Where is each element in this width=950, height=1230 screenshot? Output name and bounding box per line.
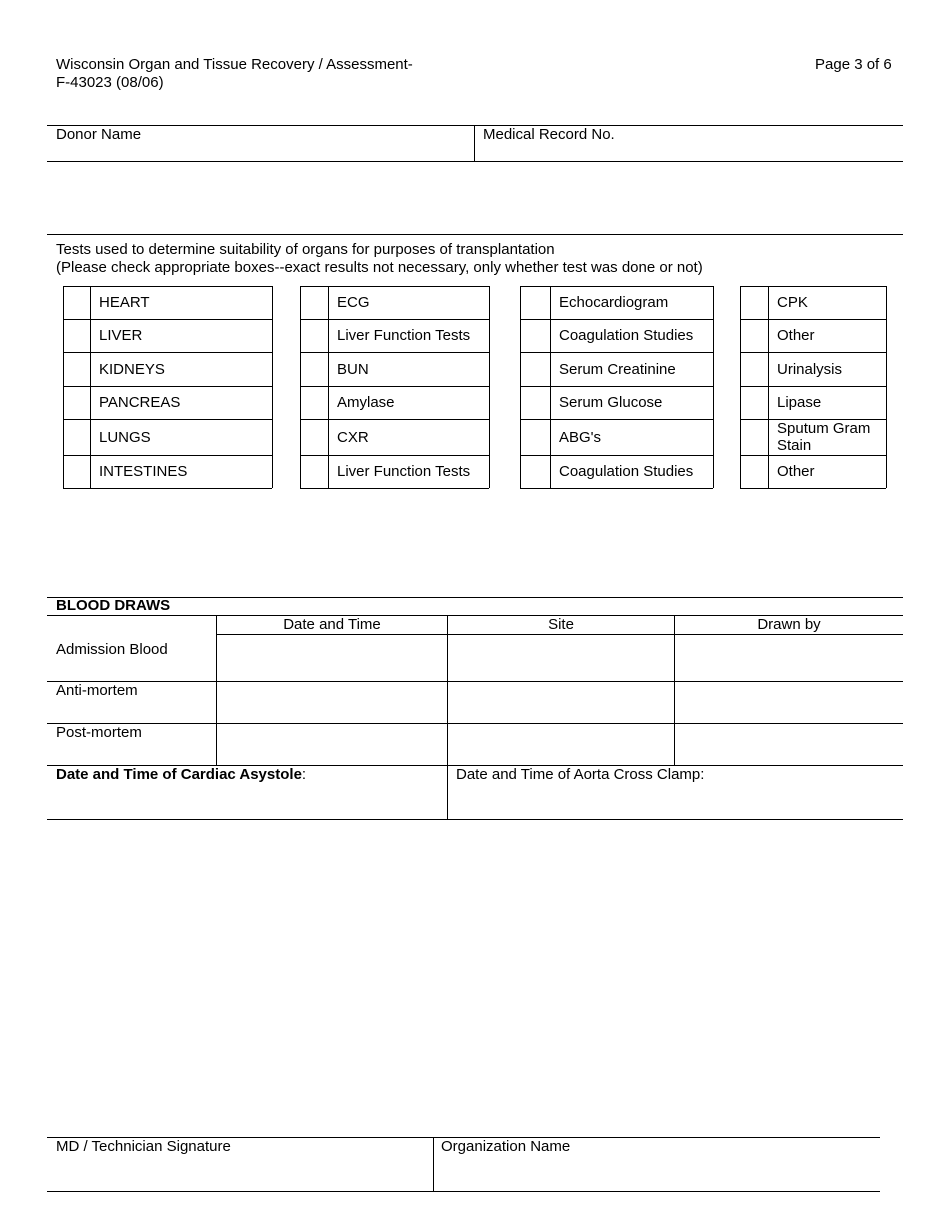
checkbox-test-c-5-other[interactable] (741, 456, 768, 488)
label-cpk-text: CPK (777, 294, 808, 311)
label-bun-text: BUN (337, 360, 369, 378)
label-ecg (337, 286, 486, 319)
admission-site-field[interactable] (448, 635, 673, 680)
row-post-mortem: Post-mortem (56, 724, 142, 741)
label-liver-function-tests (337, 319, 486, 352)
checkbox-test-b-5-coagulation-studies[interactable] (521, 456, 550, 488)
tests-test-a-vline-2 (489, 286, 490, 488)
label-sputum-gram-stain-text: Sputum Gram Stain (777, 420, 871, 454)
checkbox-test-b-4-abg-s[interactable] (521, 420, 550, 455)
tests-section-top (47, 234, 903, 235)
medical-record-field[interactable] (476, 143, 902, 160)
cardiac-asystole-colon: : (301, 766, 307, 783)
col-date-and-time: Date and Time (283, 616, 381, 633)
label-echocardiogram-text: Echocardiogram (559, 294, 669, 311)
checkbox-organ-5-intestines[interactable] (64, 456, 90, 488)
tests-test-a-hline-6 (300, 488, 489, 489)
row-admission-blood: Admission Blood (56, 641, 168, 658)
checkbox-test-a-5-liver-function-tests[interactable] (301, 456, 328, 488)
post-mortem-date-field[interactable] (217, 724, 446, 764)
label-urinalysis-text: Urinalysis (777, 360, 843, 378)
label-liver-function-tests (337, 455, 486, 488)
tests-test-c-vline-2 (886, 286, 887, 488)
label-other-text: Other (777, 327, 815, 344)
checkbox-organ-0-heart[interactable] (64, 287, 90, 319)
footer-box-divider (433, 1137, 434, 1191)
label-bun (337, 352, 486, 386)
label-liver-text: LIVER (99, 327, 143, 344)
label-cpk (777, 286, 883, 319)
label-serum-glucose (559, 386, 710, 419)
tests-test-b-hline-6 (520, 488, 713, 489)
donor-name-field[interactable] (48, 143, 473, 160)
checkbox-test-a-2-bun[interactable] (301, 353, 328, 386)
blood-draws-bottom (47, 819, 903, 820)
label-sputum-gram-stain (777, 419, 883, 455)
tests-intro-line1: Tests used to determine suitability of organs for purposes of transplantation (56, 241, 555, 258)
checkbox-test-a-1-liver-function-tests[interactable] (301, 320, 328, 352)
tests-organ-vline-2 (272, 286, 273, 488)
post-mortem-site-field[interactable] (448, 724, 673, 764)
organization-name-label: Organization Name (441, 1138, 571, 1155)
label-heart (99, 286, 269, 319)
cardiac-asystole-field[interactable] (48, 786, 446, 818)
checkbox-test-c-1-other[interactable] (741, 320, 768, 352)
checkbox-organ-3-pancreas[interactable] (64, 387, 90, 419)
label-intestines (99, 455, 269, 488)
label-abg-s (559, 419, 710, 455)
cardiac-asystole-label (56, 766, 306, 784)
label-serum-glucose-text: Serum Glucose (559, 394, 663, 411)
tests-organ-hline-6 (63, 488, 272, 489)
label-liver-function-tests-text: Liver Function Tests (337, 327, 471, 344)
blood-draws-top (47, 597, 903, 598)
footer-box-bottom (47, 1191, 880, 1192)
form-id: F-43023 (08/06) (56, 74, 164, 91)
donor-box-divider (474, 125, 475, 161)
row-anti-mortem: Anti-mortem (56, 682, 138, 699)
label-other-text: Other (777, 463, 815, 480)
signature-label: MD / Technician Signature (56, 1138, 231, 1155)
admission-date-field[interactable] (217, 635, 446, 680)
admission-drawn-by-field[interactable] (675, 635, 902, 680)
tests-test-a-vline-1 (328, 286, 329, 488)
label-other (777, 455, 883, 488)
label-intestines-text: INTESTINES (99, 463, 188, 480)
col-drawn-by: Drawn by (757, 616, 821, 633)
checkbox-test-c-4-sputum-gram-stain[interactable] (741, 420, 768, 455)
tests-organ-vline-1 (90, 286, 91, 488)
aorta-cross-clamp-label: Date and Time of Aorta Cross Clamp: (456, 766, 705, 783)
medical-record-label: Medical Record No. (483, 126, 615, 143)
anti-mortem-site-field[interactable] (448, 682, 673, 722)
col-site: Site (548, 616, 574, 633)
checkbox-test-b-3-serum-glucose[interactable] (521, 387, 550, 419)
tests-test-c-vline-1 (768, 286, 769, 488)
label-serum-creatinine-text: Serum Creatinine (559, 360, 676, 378)
checkbox-test-c-3-lipase[interactable] (741, 387, 768, 419)
checkbox-organ-2-kidneys[interactable] (64, 353, 90, 386)
organization-name-field[interactable] (435, 1158, 879, 1190)
donor-name-label: Donor Name (56, 126, 142, 143)
label-heart-text: HEART (99, 294, 150, 311)
label-echocardiogram (559, 286, 710, 319)
label-coagulation-studies (559, 455, 710, 488)
anti-mortem-date-field[interactable] (217, 682, 446, 722)
anti-mortem-drawn-by-field[interactable] (675, 682, 902, 722)
label-ecg-text: ECG (337, 294, 370, 311)
label-kidneys-text: KIDNEYS (99, 360, 165, 378)
label-urinalysis (777, 352, 883, 386)
checkbox-organ-4-lungs[interactable] (64, 420, 90, 455)
tests-test-c-hline-6 (740, 488, 886, 489)
checkbox-test-c-2-urinalysis[interactable] (741, 353, 768, 386)
blood-draws-title: BLOOD DRAWS (56, 597, 171, 614)
tests-test-b-vline-2 (713, 286, 714, 488)
label-amylase-text: Amylase (337, 394, 395, 411)
aorta-cross-clamp-field[interactable] (449, 786, 902, 818)
label-lungs (99, 419, 269, 455)
checkbox-test-b-2-serum-creatinine[interactable] (521, 353, 550, 386)
cardiac-asystole-label-text: Date and Time of Cardiac Asystole (56, 766, 302, 783)
label-liver-function-tests-text: Liver Function Tests (337, 463, 471, 480)
checkbox-test-a-3-amylase[interactable] (301, 387, 328, 419)
checkbox-test-a-4-cxr[interactable] (301, 420, 328, 455)
label-pancreas (99, 386, 269, 419)
checkbox-test-c-0-cpk[interactable] (741, 287, 768, 319)
tests-test-b-vline-1 (550, 286, 551, 488)
label-cxr-text: CXR (337, 428, 369, 446)
checkbox-test-b-0-echocardiogram[interactable] (521, 287, 550, 319)
label-liver (99, 319, 269, 352)
label-lungs-text: LUNGS (99, 428, 151, 446)
label-cxr (337, 419, 486, 455)
post-mortem-drawn-by-field[interactable] (675, 724, 902, 764)
page-number: Page 3 of 6 (815, 56, 892, 73)
form-title: Wisconsin Organ and Tissue Recovery / Assessment- (56, 56, 413, 73)
label-pancreas-text: PANCREAS (99, 394, 181, 411)
label-lipase (777, 386, 883, 419)
signature-field[interactable] (48, 1158, 432, 1190)
label-kidneys (99, 352, 269, 386)
label-lipase-text: Lipase (777, 394, 822, 411)
label-abg-s-text: ABG's (559, 428, 602, 446)
tests-intro-line2: (Please check appropriate boxes--exact results not necessary, only whether test was done or not) (56, 259, 703, 276)
label-other (777, 319, 883, 352)
donor-box-bottom (47, 161, 903, 162)
donor-box-top (47, 125, 903, 126)
checkbox-organ-1-liver[interactable] (64, 320, 90, 352)
checkbox-test-b-1-coagulation-studies[interactable] (521, 320, 550, 352)
label-coagulation-studies (559, 319, 710, 352)
label-amylase (337, 386, 486, 419)
label-coagulation-studies-text: Coagulation Studies (559, 463, 694, 480)
label-coagulation-studies-text: Coagulation Studies (559, 327, 694, 344)
checkbox-test-a-0-ecg[interactable] (301, 287, 328, 319)
label-serum-creatinine (559, 352, 710, 386)
